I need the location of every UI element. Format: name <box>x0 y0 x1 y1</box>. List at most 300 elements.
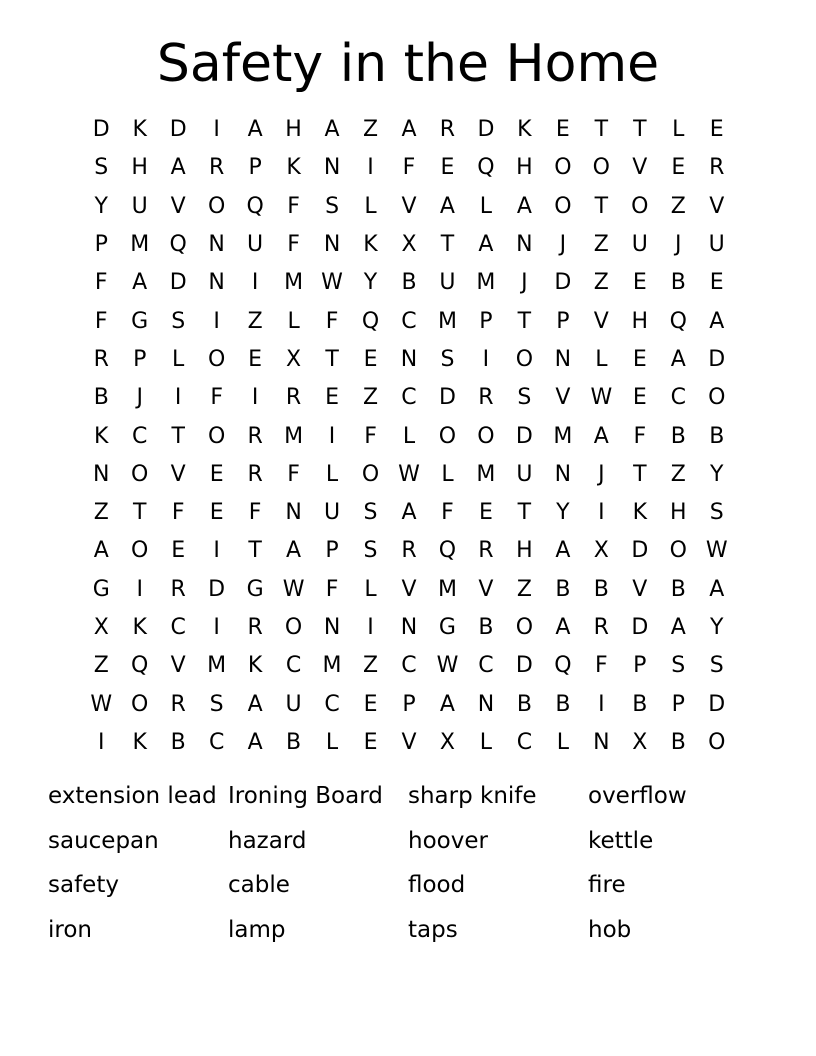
grid-letter: M <box>476 270 496 296</box>
grid-letter: U <box>323 500 341 526</box>
grid-letter: Y <box>710 461 724 487</box>
grid-letter: D <box>169 117 187 143</box>
word-list-item: lamp <box>228 916 286 943</box>
grid-letter: E <box>671 155 686 181</box>
grid-letter: A <box>247 691 263 717</box>
grid-letter: I <box>213 308 220 334</box>
grid-letter: Z <box>516 576 532 602</box>
grid-letter: A <box>709 576 725 602</box>
grid-letter: O <box>131 461 149 487</box>
grid-letter: W <box>321 270 343 296</box>
grid-letter: L <box>402 423 416 449</box>
grid-letter: R <box>247 615 263 640</box>
grid-letter: F <box>210 385 223 411</box>
grid-letter: O <box>207 423 226 449</box>
grid-letter: X <box>286 346 302 372</box>
grid-letter: E <box>709 270 724 296</box>
word-list-item: saucepan <box>48 827 159 854</box>
grid-letter: C <box>401 385 417 411</box>
grid-letter: L <box>287 308 300 334</box>
word-list-item: kettle <box>588 827 654 854</box>
grid-letter: T <box>594 193 609 219</box>
grid-letter: I <box>598 691 605 717</box>
grid-letter: N <box>554 346 572 372</box>
grid-letter: S <box>440 346 455 372</box>
grid-letter: I <box>97 729 105 755</box>
grid-letter: D <box>708 691 726 717</box>
grid-letter: O <box>207 193 226 219</box>
grid-letter: P <box>133 346 147 372</box>
grid-letter: F <box>94 270 108 296</box>
grid-letter: C <box>478 653 494 679</box>
grid-letter: L <box>172 346 185 372</box>
grid-letter: X <box>593 538 609 564</box>
grid-letter: E <box>632 385 647 411</box>
grid-letter: F <box>287 461 300 487</box>
grid-letter: Z <box>593 232 609 258</box>
grid-letter: N <box>323 232 341 258</box>
grid-letter: A <box>286 538 302 564</box>
grid-letter: L <box>441 461 454 487</box>
grid-letter: R <box>593 615 609 640</box>
grid-letter: U <box>285 691 302 717</box>
grid-letter: H <box>669 500 687 526</box>
grid-letter: T <box>248 538 262 564</box>
grid-letter: O <box>207 346 226 372</box>
grid-letter: N <box>400 346 418 372</box>
grid-letter: B <box>478 615 494 640</box>
grid-letter: O <box>554 155 572 181</box>
grid-letter: R <box>247 423 263 449</box>
grid-letter: O <box>708 385 726 411</box>
grid-letter: O <box>669 538 687 564</box>
grid-letter: T <box>517 500 532 526</box>
grid-letter: S <box>709 500 724 526</box>
grid-letter: E <box>478 500 493 526</box>
grid-letter: R <box>439 117 456 143</box>
grid-letter: W <box>282 576 305 602</box>
grid-letter: A <box>478 232 494 258</box>
grid-letter: U <box>631 232 648 258</box>
grid-letter: R <box>170 576 186 602</box>
grid-letter: Q <box>438 538 457 564</box>
grid-letter: F <box>325 308 339 334</box>
grid-letter: F <box>441 500 454 526</box>
grid-letter: J <box>521 270 528 296</box>
grid-letter: V <box>401 576 417 602</box>
grid-letter: D <box>708 346 726 372</box>
grid-letter: M <box>553 423 573 449</box>
grid-letter: Q <box>554 653 572 679</box>
grid-letter: O <box>131 538 149 564</box>
grid-letter: A <box>670 615 686 640</box>
grid-letter: U <box>247 232 264 258</box>
grid-letter: N <box>323 615 341 640</box>
grid-letter: W <box>590 385 613 411</box>
grid-letter: E <box>555 117 570 143</box>
grid-letter: J <box>675 232 682 258</box>
word-list-item: cable <box>228 872 290 898</box>
grid-letter: L <box>364 193 377 219</box>
grid-letter: N <box>477 691 495 717</box>
grid-letter: K <box>286 155 301 181</box>
grid-letter: R <box>709 155 725 181</box>
grid-letter: I <box>174 385 182 411</box>
grid-letter: E <box>632 346 647 372</box>
word-list-item: iron <box>48 916 92 943</box>
grid-letter: U <box>708 232 725 258</box>
grid-letter: V <box>632 576 648 602</box>
grid-letter: W <box>398 461 420 487</box>
grid-letter: I <box>598 500 605 526</box>
word-list-item: overflow <box>588 783 687 809</box>
grid-letter: N <box>93 461 110 487</box>
grid-letter: F <box>595 653 608 679</box>
grid-letter: B <box>555 576 571 602</box>
grid-letter: T <box>633 117 647 143</box>
grid-letter: Z <box>362 117 379 143</box>
grid-letter: B <box>593 576 609 602</box>
grid-letter: P <box>633 653 647 679</box>
word-list-item: Ironing Board <box>228 783 383 809</box>
grid-letter: X <box>439 729 455 755</box>
grid-letter: A <box>439 691 455 717</box>
grid-letter: X <box>93 615 109 640</box>
grid-letter: O <box>708 729 726 755</box>
grid-letter: L <box>364 576 377 602</box>
word-list-item: fire <box>588 872 626 898</box>
grid-letter: V <box>478 576 494 602</box>
grid-letter: Q <box>131 653 149 679</box>
grid-letter: A <box>593 423 609 449</box>
grid-letter: D <box>554 270 572 296</box>
grid-letter: F <box>94 308 108 334</box>
grid-letter: F <box>248 500 262 526</box>
grid-letter: Z <box>362 385 379 411</box>
grid-letter: M <box>284 423 304 449</box>
grid-letter: A <box>555 538 571 564</box>
grid-letter: H <box>631 308 649 334</box>
grid-letter: T <box>171 423 185 449</box>
grid-letter: F <box>364 423 377 449</box>
grid-letter: I <box>213 117 220 143</box>
grid-letter: E <box>325 385 339 411</box>
grid-letter: O <box>438 423 457 449</box>
grid-letter: P <box>671 691 685 717</box>
grid-letter: E <box>363 729 378 755</box>
grid-letter: O <box>631 193 649 219</box>
grid-letter: E <box>440 155 455 181</box>
grid-letter: F <box>287 193 300 219</box>
grid-letter: M <box>322 653 342 679</box>
grid-letter: I <box>328 423 336 449</box>
word-list-item: flood <box>408 872 466 898</box>
grid-letter: B <box>709 423 725 449</box>
grid-letter: C <box>285 653 302 679</box>
grid-letter: D <box>631 615 649 640</box>
grid-letter: I <box>482 346 490 372</box>
grid-letter: I <box>367 155 374 181</box>
grid-letter: Z <box>670 193 686 219</box>
grid-letter: Y <box>556 500 570 526</box>
grid-letter: E <box>209 461 224 487</box>
grid-letter: N <box>323 155 341 181</box>
grid-letter: L <box>325 461 339 487</box>
grid-letter: S <box>94 155 109 181</box>
grid-letter: H <box>516 538 533 564</box>
grid-letter: B <box>670 729 686 755</box>
grid-letter: O <box>284 615 303 640</box>
grid-letter: W <box>90 691 113 717</box>
grid-letter: M <box>437 576 457 602</box>
grid-letter: B <box>632 691 648 717</box>
grid-letter: D <box>169 270 187 296</box>
grid-letter: S <box>363 538 378 564</box>
grid-letter: V <box>709 193 725 219</box>
grid-letter: E <box>363 346 378 372</box>
word-list-item: hazard <box>228 827 307 854</box>
letter-grid <box>82 111 736 762</box>
grid-letter: A <box>670 346 686 372</box>
grid-letter: B <box>670 270 686 296</box>
grid-letter: G <box>438 615 456 640</box>
grid-letter: F <box>325 576 339 602</box>
grid-letter: D <box>208 576 226 602</box>
grid-letter: Z <box>362 653 379 679</box>
grid-letter: H <box>131 155 148 181</box>
grid-letter: M <box>476 461 496 487</box>
grid-letter: N <box>593 729 610 755</box>
grid-letter: S <box>171 308 186 334</box>
grid-letter: R <box>285 385 302 411</box>
grid-letter: I <box>136 576 143 602</box>
grid-letter: G <box>92 576 110 602</box>
grid-letter: D <box>438 385 456 411</box>
grid-letter: L <box>325 729 339 755</box>
grid-letter: K <box>94 423 109 449</box>
grid-letter: R <box>247 461 263 487</box>
grid-letter: C <box>670 385 686 411</box>
grid-letter: Y <box>710 615 724 640</box>
grid-letter: M <box>284 270 304 296</box>
grid-letter: L <box>672 117 685 143</box>
grid-letter: P <box>325 538 339 564</box>
word-list-item: hoover <box>408 827 488 854</box>
word-list-item: sharp knife <box>408 783 537 809</box>
grid-letter: T <box>325 346 339 372</box>
grid-letter: S <box>325 193 340 219</box>
grid-letter: O <box>515 615 534 640</box>
grid-letter: S <box>517 385 532 411</box>
grid-letter: S <box>363 500 378 526</box>
grid-letter: A <box>709 308 725 334</box>
grid-letter: Z <box>593 270 609 296</box>
grid-letter: M <box>130 232 150 258</box>
grid-letter: E <box>709 117 724 143</box>
grid-letter: E <box>632 270 647 296</box>
grid-letter: Y <box>363 270 378 296</box>
grid-letter: Q <box>169 232 187 258</box>
grid-letter: P <box>479 308 493 334</box>
grid-letter: Q <box>361 308 380 334</box>
grid-letter: O <box>361 461 380 487</box>
grid-letter: D <box>92 117 110 143</box>
grid-letter: K <box>132 729 147 755</box>
word-list <box>48 778 768 956</box>
grid-letter: S <box>709 653 724 679</box>
grid-letter: L <box>479 729 493 755</box>
grid-letter: L <box>595 346 608 372</box>
grid-letter: F <box>171 500 185 526</box>
grid-letter: B <box>93 385 109 411</box>
grid-letter: C <box>516 729 533 755</box>
grid-letter: O <box>592 155 610 181</box>
grid-letter: Q <box>246 193 264 219</box>
grid-letter: N <box>208 270 225 296</box>
grid-letter: C <box>170 615 186 640</box>
grid-letter: J <box>598 461 605 487</box>
grid-letter: I <box>213 538 220 564</box>
grid-letter: W <box>705 538 728 564</box>
grid-letter: O <box>515 346 534 372</box>
grid-letter: N <box>554 461 572 487</box>
grid-letter: B <box>670 423 686 449</box>
grid-letter: V <box>555 385 571 411</box>
grid-letter: R <box>401 538 417 564</box>
grid-letter: V <box>593 308 609 334</box>
grid-letter: R <box>93 346 109 372</box>
grid-letter: V <box>401 729 417 755</box>
grid-letter: P <box>248 155 262 181</box>
grid-letter: T <box>132 500 147 526</box>
grid-letter: D <box>631 538 649 564</box>
grid-letter: R <box>208 155 225 181</box>
grid-letter: B <box>401 270 417 296</box>
grid-letter: H <box>516 155 533 181</box>
grid-letter: K <box>632 500 648 526</box>
grid-letter: N <box>285 500 302 526</box>
grid-letter: X <box>401 232 417 258</box>
grid-letter: N <box>516 232 533 258</box>
grid-letter: I <box>251 270 259 296</box>
grid-letter: Q <box>669 308 687 334</box>
grid-letter: C <box>401 653 417 679</box>
grid-letter: F <box>633 423 647 449</box>
grid-letter: O <box>477 423 495 449</box>
grid-letter: K <box>517 117 532 143</box>
grid-letter: W <box>436 653 459 679</box>
grid-letter: V <box>170 193 186 219</box>
grid-letter: B <box>670 576 686 602</box>
grid-letter: K <box>132 117 147 143</box>
grid-letter: C <box>208 729 225 755</box>
grid-letter: A <box>93 538 109 564</box>
grid-letter: U <box>516 461 533 487</box>
grid-letter: D <box>515 653 533 679</box>
grid-letter: L <box>556 729 569 755</box>
word-list-item: safety <box>48 872 119 898</box>
grid-letter: E <box>171 538 186 564</box>
grid-letter: K <box>363 232 378 258</box>
grid-letter: B <box>555 691 571 717</box>
grid-letter: A <box>247 117 263 143</box>
grid-letter: I <box>251 385 259 411</box>
grid-letter: E <box>363 691 378 717</box>
grid-letter: A <box>170 155 186 181</box>
grid-letter: F <box>287 232 300 258</box>
grid-letter: Z <box>93 500 109 526</box>
grid-letter: I <box>367 615 374 640</box>
grid-letter: A <box>555 615 571 640</box>
grid-letter: S <box>209 691 224 717</box>
grid-letter: A <box>401 500 417 526</box>
grid-letter: M <box>207 653 227 679</box>
grid-letter: L <box>479 193 493 219</box>
grid-letter: V <box>170 653 186 679</box>
grid-letter: P <box>402 691 416 717</box>
grid-letter: X <box>632 729 648 755</box>
grid-letter: T <box>440 232 455 258</box>
grid-letter: G <box>131 308 149 334</box>
grid-letter: C <box>324 691 340 717</box>
word-list-item: taps <box>408 916 458 943</box>
grid-letter: P <box>556 308 570 334</box>
grid-letter: V <box>632 155 648 181</box>
grid-letter: O <box>554 193 572 219</box>
word-list-item: extension lead <box>48 783 217 809</box>
grid-letter: Y <box>94 193 108 219</box>
grid-letter: F <box>402 155 416 181</box>
grid-letter: D <box>477 117 495 143</box>
grid-letter: Z <box>670 461 686 487</box>
grid-letter: P <box>94 232 108 258</box>
grid-letter: B <box>286 729 302 755</box>
grid-letter: K <box>247 653 263 679</box>
grid-letter: J <box>136 385 143 411</box>
grid-letter: A <box>439 193 455 219</box>
grid-letter: U <box>131 193 148 219</box>
grid-letter: U <box>439 270 456 296</box>
grid-letter: G <box>246 576 264 602</box>
grid-letter: C <box>132 423 148 449</box>
grid-letter: Z <box>247 308 263 334</box>
grid-letter: I <box>213 615 220 640</box>
grid-letter: C <box>401 308 417 334</box>
grid-letter: T <box>633 461 647 487</box>
word-list-item: hob <box>588 916 632 943</box>
grid-letter: A <box>247 729 263 755</box>
grid-letter: E <box>248 346 263 372</box>
grid-letter: T <box>517 308 532 334</box>
grid-letter: V <box>170 461 186 487</box>
grid-letter: B <box>170 729 186 755</box>
grid-letter: J <box>559 232 567 258</box>
grid-letter: O <box>131 691 149 717</box>
grid-letter: N <box>400 615 418 640</box>
grid-letter: V <box>401 193 417 219</box>
grid-letter: D <box>515 423 533 449</box>
grid-letter: M <box>437 308 457 334</box>
grid-letter: E <box>209 500 224 526</box>
grid-letter: A <box>324 117 340 143</box>
grid-letter: A <box>401 117 417 143</box>
grid-letter: R <box>478 385 494 411</box>
grid-letter: K <box>132 615 147 640</box>
grid-letter: B <box>516 691 532 717</box>
grid-letter: N <box>208 232 225 258</box>
grid-letter: Q <box>477 155 495 181</box>
grid-letter: R <box>478 538 494 564</box>
